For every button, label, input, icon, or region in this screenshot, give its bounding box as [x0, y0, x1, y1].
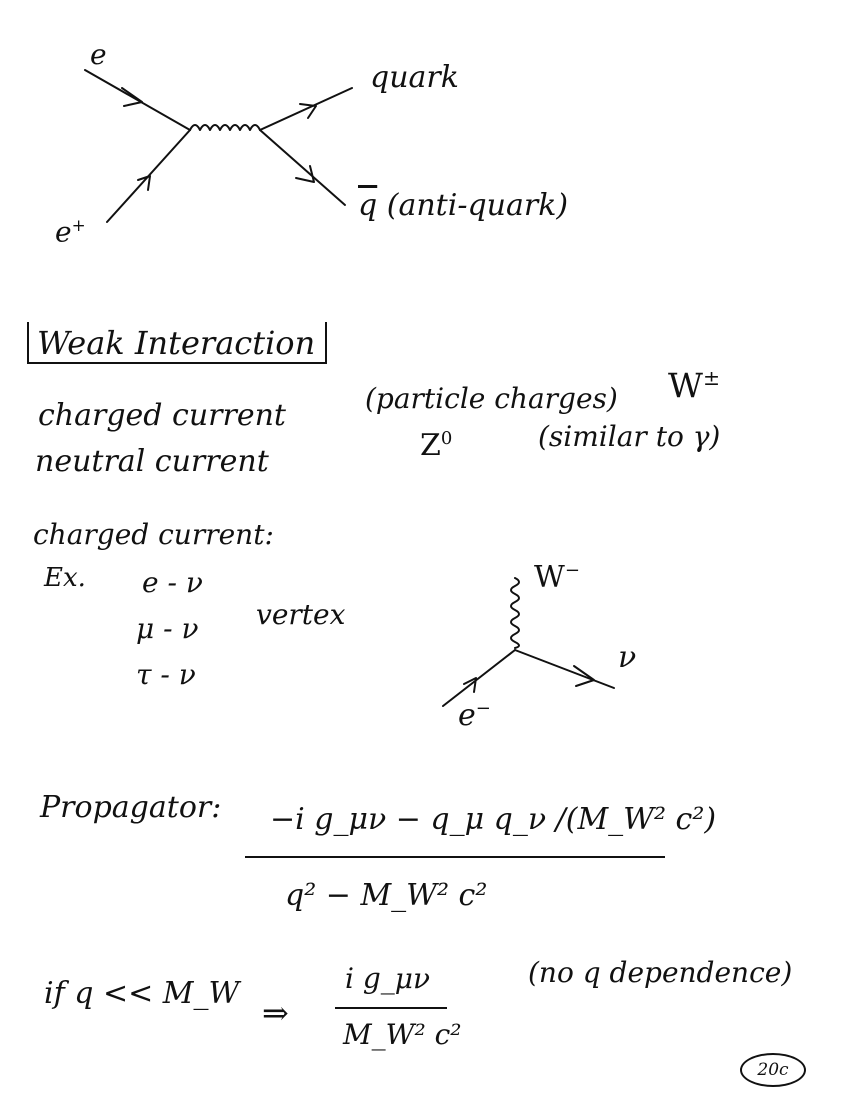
- limit-denominator: M_W² c²: [343, 1018, 462, 1051]
- w-minus-label: W−: [534, 560, 580, 595]
- vertex-mu-nu: μ - ν: [136, 612, 199, 645]
- implies-arrow: ⇒: [262, 994, 289, 1032]
- limit-fraction-bar: [335, 1007, 447, 1009]
- propagator-numerator: −i g_μν − q_μ q_ν /(M_W² c²): [270, 802, 717, 837]
- quark-label: quark: [370, 60, 459, 95]
- neutral-current-label: neutral current: [35, 444, 269, 479]
- vertex-tau-nu: τ - ν: [136, 658, 196, 691]
- electron-minus-label: e−: [458, 698, 491, 733]
- neutrino-label: ν: [618, 640, 637, 675]
- charged-current-note: (particle charges): [365, 382, 618, 415]
- page-number-badge: 20c: [740, 1053, 806, 1087]
- vertex-word: vertex: [256, 598, 346, 631]
- limit-note: (no q dependence): [528, 956, 793, 989]
- limit-fraction: [335, 962, 462, 1062]
- limit-condition: if q << M_W: [44, 976, 240, 1011]
- limit-numerator: i g_μν: [345, 962, 430, 995]
- propagator-fraction: [245, 800, 717, 940]
- propagator-denominator: q² − M_W² c²: [285, 878, 488, 913]
- positron-label: e+: [55, 215, 86, 249]
- charged-current-label: charged current: [38, 398, 286, 433]
- fraction-bar: [245, 856, 665, 858]
- antiquark-symbol: $\overline{q}$: [358, 188, 378, 223]
- propagator-label: Propagator:: [40, 790, 222, 825]
- vertex-e-nu: e - ν: [142, 566, 203, 599]
- electron-label: e: [90, 38, 107, 71]
- charged-current-heading: charged current:: [33, 518, 274, 551]
- example-label: Ex.: [44, 563, 86, 593]
- outgoing-neutrino-line: [515, 650, 614, 688]
- w-boson-label: W±: [668, 366, 721, 407]
- w-boson-propagator: [511, 578, 519, 648]
- antiquark-note: (anti-quark): [386, 188, 569, 223]
- neutral-current-note: (similar to γ): [538, 420, 721, 453]
- section-title: Weak Interaction: [27, 322, 327, 364]
- z-boson-label: $Z^0$: [420, 428, 453, 463]
